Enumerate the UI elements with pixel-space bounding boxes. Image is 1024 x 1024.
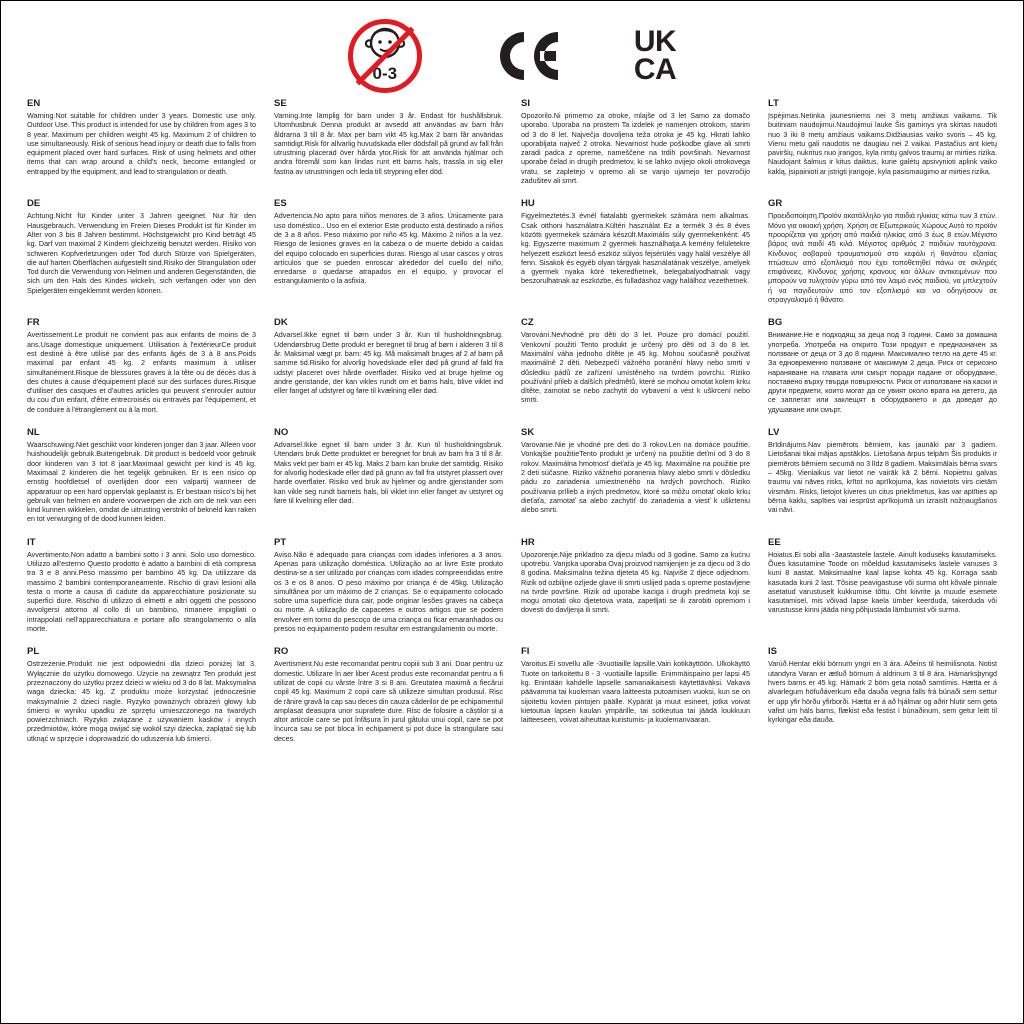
warning-text: Advarsel.Ikke egnet til børn under 3 år. Kun til husholdningsbrug. Udendørsbrug Dette produkt er beregnet til brug af børn i alderen 3 til 8 år. Maksimal vægt pr. barn: 45 kg. Må maksimalt bruges af 2 af børn på samme tid.Risiko for alvorlig hovedskade eller død på grund af fald fra udstyr placeret over hårde overflader. Risiko ved at bruge hjelme og andre genstande, der kan vikles rundt om et barns hals, blive viklet ind eller fanget af udstyret og føre til kvælning eller død. xyxy=(274,330,503,396)
warning-text: Varúð.Hentar ekki börnum yngri en 3 ára. Aðeins til heimilisnota. Notist utandyra Varan er ætluð börnum á aldrinum 3 til 8 ára. Hámarksþyngd hvers barns er 45 kg. Hámark 2 börn geta notað samtímis. Hætta er á alvarlegum höfuðáverkum eða dauða vegna falls frá búnaði sem settur er upp yfir hörðu yfirborði. Hætta er á að hjálmar og aðrir hlutir sem geta vafist um háls barns, flækist eða festist í búnaðinum, sem getur leitt til kyrkingar eða dauða. xyxy=(768,659,997,725)
warning-block-en xyxy=(27,97,256,197)
warning-block-ro xyxy=(274,645,503,755)
warning-text: Προειδοποίηση.Προϊόν ακατάλληλο για παιδιά ηλικίας κάτω των 3 ετών. Μόνο για οικιακή χρήση. Χρήση σε Εξωτερικούς Χώρους Αυτό το προϊόν προορίζεται για χρήση από παιδιά ηλικίας από 3 έως 8 ετών.Μέγιστο βάρος ανά παιδί 45 κιλά. Μέγιστος αριθμός 2 παιδιών ταυτόχρονα. Κίνδυνος σοβαρού τραυματισμού στο κεφάλι ή θανάτου εξαιτίας πτώσεων από εξοπλισμό που έχει τοποθετηθεί πάνω σε σκληρές επιφάνειες. Κίνδυνος χρήσης κρανους και άλλων αντικειμένων που μπορούν να τυλιχτούν γύρω από τον λαιμό ενός παιδιού, να μπλεχτούν ή να παγιδευτούν από τον εξοπλισμό και να οδηγήσουν σε στραγγαλισμό ή θάνατο. xyxy=(768,211,997,305)
language-code: EE xyxy=(768,536,781,548)
warning-block-dk xyxy=(274,316,503,426)
language-code: CZ xyxy=(521,317,534,329)
warning-block-is xyxy=(768,645,997,755)
warning-block-no xyxy=(274,426,503,536)
warning-text: Hoiatus.Ei sobi alla -3aastastele lastele. Ainult koduseks kasutamiseks. Õues kasutamine Toode on mõeldud kasutamiseks lastele vanuses 3 kuni 8 aastat. Maksimaalne kaal lapse kohta 45 kg. Korraga saab kasutada kuni 2 last. Tõsise peavigastuse või surma oht kõvale pinnale asetatud varustuselt kukkumise tõttu. Oht kiivrite ja muude esemete kasutamisel, mis võivad lapse kaela ümber keerduda, takerduda või varustusse kinni jääda ning põhjustada lämbumist või surma. xyxy=(768,549,997,615)
ukca-line-2: CA xyxy=(633,53,677,86)
warning-text: Aviso.Não é adequado para crianças com idades inferiores a 3 anos. Apenas para utilização doméstica. Utilização ao ar livre Este produto destina-se a ser utilizado por crianças com idades compreendidas entre os 3 e os 8 anos. O peso máximo por criança é de 45kg. Utilização simultânea por um máximo de 2 crianças. Se o equipamento colocado sobre uma superfície dura cair, pode originar lesões graves na cabeça ou morte. A utilização de capacetes e outros artigos que se podem envolver em torno do pescoço de uma criança ou ficar emaranhados ou presos no equipamento podem resultar em estrangulamento ou morte. xyxy=(274,549,503,634)
warning-block-cz xyxy=(521,316,750,426)
warning-block-hr xyxy=(521,536,750,646)
warning-text: Avertisment.Nu este recomandat pentru copiii sub 3 ani. Doar pentru uz domestic. Utilizare în aer liber Acest produs este recomandat pentru a fi utilizat de copii cu vârste între 3 si 8 ani. Greutatea maximă a fiecărui copil 45 kg. Maximum 2 copii care să utilizeze simultan produsul. Risc de rănire gravă la cap sau deces din cauza căderilor de pe echipamentul amplasat deasupra unor suprafețe dure. Risc de folosire a căștilor și a altor articole care se pot înfășura în jurul gâtului unui copil, care se pot încurca sau se pot bloca în echipament și pot duce la strangulare sau deces. xyxy=(274,659,503,743)
warning-block-fi xyxy=(521,645,750,755)
language-code: NO xyxy=(274,427,289,439)
warning-block-de xyxy=(27,197,256,316)
language-code: IT xyxy=(27,536,36,548)
language-code: HR xyxy=(521,536,535,548)
warning-block-pt xyxy=(274,536,503,646)
warning-text: Figyelmeztetés.3 évnél fiatalabb gyermekek számára nem alkalmas. Csak otthoni használatra.Kültéri használat Ez a termék 3 és 8 éves közötti gyermekek számára készült.Maximális súly gyermekenként: 45 kg. Egyszerre maximum 2 gyermek használhatja.A kemény felületekre helyezett eszközt leeső eszköz súlyos fejsérülés vagy halál veszélye áll fenn. Sisakok és egyéb olyan tárgyak használatának veszélye, amelyek a gyermek nyaka köré tekeredhetnek, belegabalyodhatnak vagy beszorulhatnak az eszközbe, és fulladáshoz vagy halálhoz vezethetnek. xyxy=(521,211,750,286)
warning-text: Warning.Not suitable for children under 3 years. Domestic use only. Outdoor Use. This product is intended for use by children from ages 3 to 8 year. Maximum per children weight 45 kg. Maximum 2 of children to use simultaneously. Risk of serious head injury or death due to falls from equipment placed over hard surfaces. Risk of using helmets and other items that can wrap around a child's neck, become entangled or entrapped by the equipment, and lead to strangulation or death. xyxy=(27,111,256,176)
warning-text-grid xyxy=(1,97,1023,755)
warning-block-nl xyxy=(27,426,256,536)
warning-text: Achtung.Nicht für Kinder unter 3 Jahren geeignet. Nur für den Hausgebrauch. Verwendung im Freien Dieses Produkt ist für Kinder im Alter von 3 bis 8 Jahren bestimmt. Höchstgewicht pro Kind beträgt 45 kg. Darf von maximal 2 Kindern gleichzeitig benutzt werden. Risiko von schweren Kopfverletzungen oder Tod durch Stürze von Spielgeräten, die auf harten Oberflächen aufgestellt sind.Risiko der Strangulation oder Tod durch die Verwendung von Helmen und anderen Gegenständen, die sich um den Hals des Kindes wickeln, sich verfangen oder von den Spielgeräten eingeklemmt werden können. xyxy=(27,211,256,295)
warning-text: Внимание.Не е подходящ за деца под 3 години. Само за домашна употреба. Употреба на открито Този продукт е предназначен за ползване от деца от 3 до 8 години. Максимално тегло на дете 45 кг. За едновременно ползване от максимум 2 деца. Риск от сериозно нараняване на главата или смърт поради падане от оборудване, поставено върху твърди повърхности. Риск от използване на каски и други предмети, които могат да се увият около врата на детето, да се заплетат или заклещят в оборудването и да доведат до удушаване или смърт. xyxy=(768,330,997,414)
language-code: GR xyxy=(768,198,783,210)
language-code: ES xyxy=(274,198,287,210)
language-code: DK xyxy=(274,317,288,329)
no-children-under-3-icon xyxy=(348,19,422,93)
warning-block-hu xyxy=(521,197,750,316)
warning-block-it xyxy=(27,536,256,646)
warning-block-pl xyxy=(27,645,256,755)
language-code: DE xyxy=(27,198,41,210)
warning-text: Varning.Inte lämplig för barn under 3 år. Endast för hushållsbruk. Utomhusbruk Denna produkt är avsedd att användas av barn från åldrarna 3 till 8 år. Max per barn vikt 45 kg.Max 2 barn får användas samtidigt.Risk för allvarlig huvudskada eller dödsfall på grund av fall från utrustning placerad över hårda ytor.Risk för att använda hjälmar och andra föremål som kan lindas runt ett barns hals, trassla in sig eller fastna av utrustningen och leda till strypning eller död. xyxy=(274,111,503,176)
warning-text: Upozorenje.Nije prikladno za djecu mlađu od 3 godine. Samo za kućnu upotrebu. Vanjska uporaba Ovaj proizvod namijenjen je za djecu od 3 do 8 godina. Maksimalna težina djeteta 45 kg. Najviše 2 djece odjednom. Rizik od ozbiljne ozljede glave ili smrti uslijed pada s opreme postavljene na tvrde površine. Rizik od uporabe kaciga i drugih predmeta koji se mogu omotati oko djetetova vrata, zapetljati se ili zarobiti opremom i dovesti do davljenja ili smrti. xyxy=(521,549,750,615)
warning-block-bg xyxy=(768,316,997,426)
symbol-header xyxy=(1,1,1023,97)
ukca-line-1: UK xyxy=(633,25,677,58)
language-code: HU xyxy=(521,198,535,210)
ukca-mark-icon xyxy=(633,25,677,86)
language-code: LV xyxy=(768,427,780,439)
warning-text: Waarschuwing.Niet geschikt voor kinderen jonger dan 3 jaar. Alleen voor huishoudelijk gebruik.Buitengebruik. Dit product is bedoeld voor gebruik door kinderen van 3 tot 8 jaar.Maximaal gewicht per kind is 45 kg. Maximaal 2 kinderen die het tegelijk gebruiken. Er is een risico op ernstig hoofdletsel of overlijden door een valpartij wanneer de apparatuur op een hard oppervlak geplaatst is. Er bestaan risico's bij het gebruik van helmen en andere voorwerpen die zich om de nek van een kind kunnen wikkelen, omdat de uitrusting verstrikt of bekneld kan raken en tot verwurging of de dood kunnen leiden. xyxy=(27,440,256,524)
warning-text: Advertencia.No apto para niños menores de 3 años. Únicamente para uso doméstico.. Uso en el exterior Este producto está destinado a niños de 3 a 8 años. Peso máximo por niño 45 kg. Máximo 2 niños a la vez. Riesgo de lesiones graves en la cabeza o de muerte debido a caídas del equipo colocado en superficies duras. Riesgo al usar cascos y otros artículos que se pueden enroscar alrededor del cuello del niño, enredarse o quedarse atrapados en el equipo, y provocar el estrangulamiento o la asfixia. xyxy=(274,211,503,286)
warning-text: Ostrzeżenie.Produkt nie jest odpowiedni dla dzieci poniżej lat 3. Wyłącznie do użytku domowego. Użycie na zewnątrz Ten produkt jest przeznaczony do użytku przez dzieci w wieku od 3 do 8 lat. Maksymalna waga dziecka: 45 kg. Z produktu może korzystać jednocześnie maksymalnie 2 dzieci nagle. Ryzyko poważnych obrażeń głowy lub śmierci w wyniku upadku ze sprzętu umieszczonego na twardych powierzchniach. Ryzyko związane z używaniem kasków i innych przedmiotów, które mogą owijać się wokół szyi dziecka, zaplątać się lub utknąć w sprzęcie i doprowadzić do uduszenia lub śmierci. xyxy=(27,659,256,743)
age-range-label: 0-3 xyxy=(372,64,398,83)
warning-block-se xyxy=(274,97,503,197)
warning-block-lv xyxy=(768,426,997,536)
warning-block-fr xyxy=(27,316,256,426)
language-code: FI xyxy=(521,646,530,658)
warning-text: Avertissement.Le produit ne convient pas aux enfants de moins de 3 ans.Usage domestique uniquement. Utilisation à l'extérieurCe produit est destiné à être utilisé par des enfants âgés de 3 à 8 ans.Poids maximal par enfant 45 kg. 2 enfants maximum à utiliser simultanément.Risque de blessures graves à la tête ou de décès dus à des chutes à cause d'équipement placé sur des surfaces dures.Risque d'utiliser des casques et d'autres articles qui peuvent s'enrouler autour du cou d'un enfant, d'être entrecroisés ou entravés par l'équipement, et de conduire à l'étranglement ou à la mort. xyxy=(27,330,256,414)
warning-block-es xyxy=(274,197,503,316)
language-code: SE xyxy=(274,98,287,109)
warning-block-si xyxy=(521,97,750,197)
warning-block-ee xyxy=(768,536,997,646)
warning-text: Opozorilo.Ni primerno za otroke, mlajše od 3 let Samo za domačo uporabo. Uporaba na prostem Ta izdelek je namenjen otrokom, starim od 3 do 8 let. Največja dovoljena teža otroka je 45 kg. Hkrati lahko uporabljata največ 2 otroka. Nevarnost hude poškodbe glave ali smrti zaradi padca z opreme, nameščene na trdih površinah. Nevarnost uporabe čelad in drugih predmetov, ki se lahko ovijejo okoli otrokovega vratu, se zapletejo v opremo ali se vanjo ujamejo ter povzročijo zadušitev ali smrt. xyxy=(521,111,750,186)
language-code: RO xyxy=(274,646,289,658)
warning-block-lt xyxy=(768,97,997,197)
language-code: BG xyxy=(768,317,783,329)
language-code: SK xyxy=(521,427,535,439)
warning-text: Varování.Nevhodné pro děti do 3 let. Pouze pro domácí použití. Venkovní použití Tento produkt je určený pro děti od 3 do 8 let. Maximální váha jednoho dítěte je 45 kg. Mohou současně používat maximálně 2 děti. Nebezpečí vážného poranění hlavy nebo smrti v důsledku pádů ze zařízení umístěného na tvrdém povrchu. Riziko používání přileb a dalších předmětů, které se mohou omotat kolem krku dítěte, zamotat se nebo zachytit do vybavení a vést k uškrcení nebo smrti. xyxy=(521,330,750,405)
language-code: SI xyxy=(521,98,530,109)
warning-text: Brīdinājums.Nav piemērots bērniem, kas jaunāki par 3 gadiem. Lietošanai tikai mājas apstākļos. Lietošana ārpus telpām Šis produkts ir piemērots bērniem secumā no 3 līdz 8 gadiem. Maksimālais bērna svars – 45kg. Vienlaikus var lietot ne vairāk kā 2 bērni. Nopietnu galvas traumu vai nāves risks, krītot no aprīkojuma, kas novietots virs cietām virsmām. Risks, lietojot ķiveres un citus priekšmetus, kas var aptīties ap bērna kaklu, sapīties vai iesprūst aprīkojumā un izraisīt nožņaugšanos vai nāvi. xyxy=(768,440,997,515)
language-code: EN xyxy=(27,98,41,109)
language-code: PL xyxy=(27,646,40,658)
language-code: IS xyxy=(768,646,777,658)
language-code: FR xyxy=(27,317,40,329)
warning-block-sk xyxy=(521,426,750,536)
warning-block-gr xyxy=(768,197,997,316)
warning-text: Varoitus.Ei sovellu alle -3vuotiaille lapsille.Vain kotikäyttöön. Ulkokäyttö Tuote on tarkoitettu 8 - 3 -vuotiaille lapsille. Enimmäispaino per lapsi 45 kg. Enintään kahdelle lapselle samanaikaisesti käytettäväksi. Vakava päävamma tai kuoleman vaara laitteesta putoamisen vuoksi, kun se on sijoitettu kovien pintojen päälle. Kypärät ja muut esineet, jotka voivat kietoutua lapsen kaulan ympärille, tai sotkeutua tai jäädä loukkuun laitteeseen, voivat aiheuttaa kuristumis- ja kuolemanvaaran. xyxy=(521,659,750,725)
warning-text: Įspėjimas.Netinka jaunesniems nei 3 metų amžiaus vaikams. Tik buitiniam naudojimui.Naudojimui lauke Šis gaminys yra skirtas naudoti nuo 3 iki 8 metų amžiaus vaikams.Didžiausias vaiko svoris – 45 kg. Vienu metu gali naudotis ne daugiau nei 2 vaikai. Pastačius ant kietų paviršių, nukritus nuo įrangos, kyla rimtų galvos traumų ar mirties rizika. Naudojant šalmus ir kitus daiktus, kurie galėtų apsivynioti aplink vaiko kaklą, įsipainioti ar įstrigti įrangoje, kyla pasismaugimo ar mirties rizika. xyxy=(768,111,997,176)
language-code: PT xyxy=(274,536,287,548)
warning-text: Avvertimento.Non adatto a bambini sotto i 3 anni. Solo uso domestico. Utilizzo all'esterno Questo prodotto è adatto a bambini di età compresa tra 3 e 8 anni.Peso massimo per bambino 45 kg. Da utilizzare da massimo 2 bambini contemporaneamente. Rischio di gravi lesioni alla testa o morte a causa di cadute da apparecchiature posizionate su superfici dure. Rischio di utilizzo di elmetti e altri oggetti che possono avvolgersi attorno al collo di un bambino, rimanere impigliati o intrappolati nell'apparecchiatura e portare allo strangolamento o alla morte. xyxy=(27,549,256,634)
language-code: NL xyxy=(27,427,40,439)
language-code: LT xyxy=(768,98,779,109)
warning-text: Varovanie.Nie je vhodné pre deti do 3 rokov.Len na domáce použitie. Vonkajšie použitieTento produkt je určený na použitie deťmi od 3 do 8 rokov. Maximálna hmotnosť dieťaťa je 45 kg. Maximálne na použitie pre 2 deti súčasne. Riziko vážneho poranenia hlavy alebo smrti v dôsledku pádu zo zariadenia umiestneného na tvrdých povrchoch. Riziko používania prílieb a iných predmetov, ktoré sa môžu omotať okolo krku dieťaťa, zamotať sa alebo zachytiť do zariadenia a viesť k uškrteniu alebo smrti. xyxy=(521,440,750,515)
warning-text: Advarsel.Ikke egnet til barn under 3 år. Kun til husholdningsbruk. Utendørs bruk Dette produktet er beregnet for bruk av barn fra 3 til 8 år. Maks vekt per barn er 45 kg. Maks 2 barn kan bruke det samtidig. Risiko for alvorlig hodeskade eller død på grunn av fall fra utstyret plassert over harde overflater. Risiko ved bruk av hjelmer og andre gjenstander som kan vikle seg rundt barnets hals, bli viklet inn eller fanget av utstyret og føre til kvelning eller død. xyxy=(274,440,503,505)
ce-mark-icon xyxy=(480,27,576,85)
